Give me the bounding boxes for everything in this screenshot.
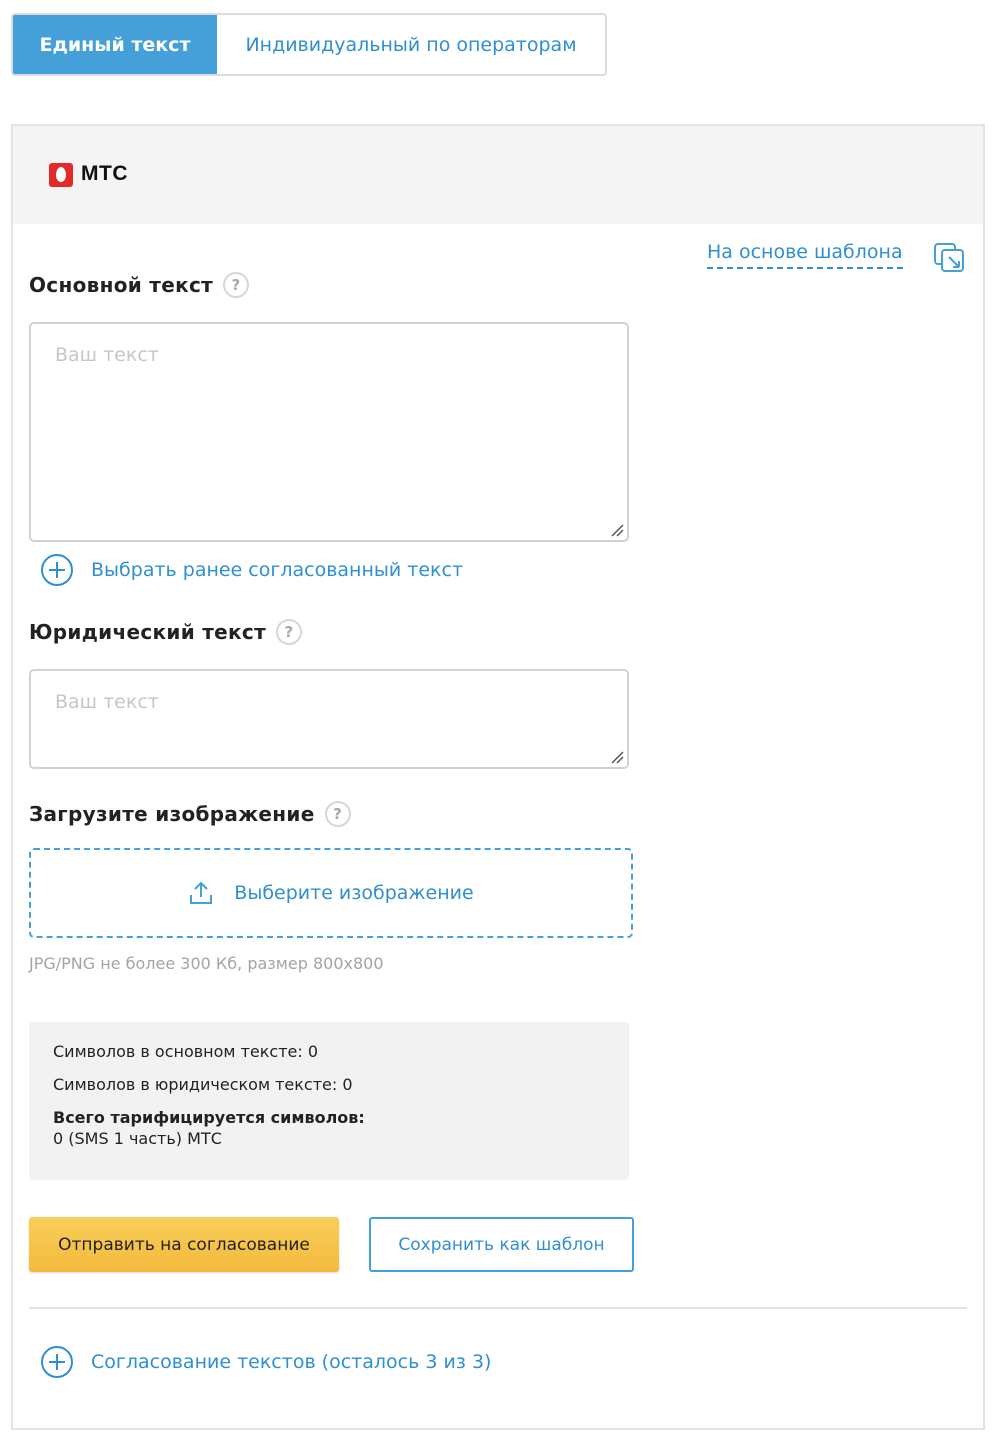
resize-handle-icon[interactable] [610,750,624,764]
legal-text-label: Юридический текст [29,620,266,644]
main-text-label: Основной текст [29,273,213,297]
tab-per-operator[interactable]: Индивидуальный по операторам [245,33,577,56]
operator-card [11,124,985,1430]
template-copy-icon[interactable] [933,240,967,274]
divider [29,1307,967,1309]
legal-text-help-icon[interactable]: ? [276,619,302,645]
legal-chars-count: Символов в юридическом тексте: 0 [53,1075,353,1094]
total-chars-value: 0 (SMS 1 часть) МТС [53,1129,222,1148]
text-approval-label: Согласование текстов (осталось 3 из 3) [91,1351,492,1373]
text-approval-button[interactable] [41,1346,491,1378]
template-link[interactable]: На основе шаблона [707,239,903,269]
tab-single-text[interactable]: Единый текст [13,15,217,74]
image-upload-label: Загрузите изображение [29,802,315,826]
main-text-input[interactable] [29,322,629,542]
plus-circle-icon [41,554,73,586]
main-chars-count: Символов в основном тексте: 0 [53,1042,319,1061]
plus-circle-icon [41,1346,73,1378]
image-hint: JPG/PNG не более 300 Кб, размер 800x800 [29,954,384,973]
save-as-template-button[interactable]: Сохранить как шаблон [369,1217,634,1272]
image-label-row [29,801,351,827]
legal-text-placeholder: Ваш текст [55,691,159,713]
legal-text-label-row [29,619,302,645]
main-text-label-row [29,272,249,298]
legal-text-input[interactable] [29,669,629,769]
total-chars-label: Всего тарифицируется символов: [53,1108,365,1127]
upload-icon [188,880,214,906]
operator-name: МТС [81,162,128,185]
submit-for-approval-button[interactable]: Отправить на согласование [29,1217,339,1272]
main-text-placeholder: Ваш текст [55,344,159,366]
choose-approved-text-button[interactable] [41,554,463,586]
operator-header [13,126,983,224]
mts-logo-icon [49,163,73,187]
choose-approved-text-label: Выбрать ранее согласованный текст [91,559,464,581]
char-stats-panel [29,1022,629,1180]
image-upload-dropzone[interactable] [29,848,633,938]
main-text-help-icon[interactable]: ? [223,272,249,298]
image-upload-button-label: Выберите изображение [234,882,474,904]
image-help-icon[interactable]: ? [325,801,351,827]
resize-handle-icon[interactable] [610,523,624,537]
message-type-tabs [11,13,607,76]
